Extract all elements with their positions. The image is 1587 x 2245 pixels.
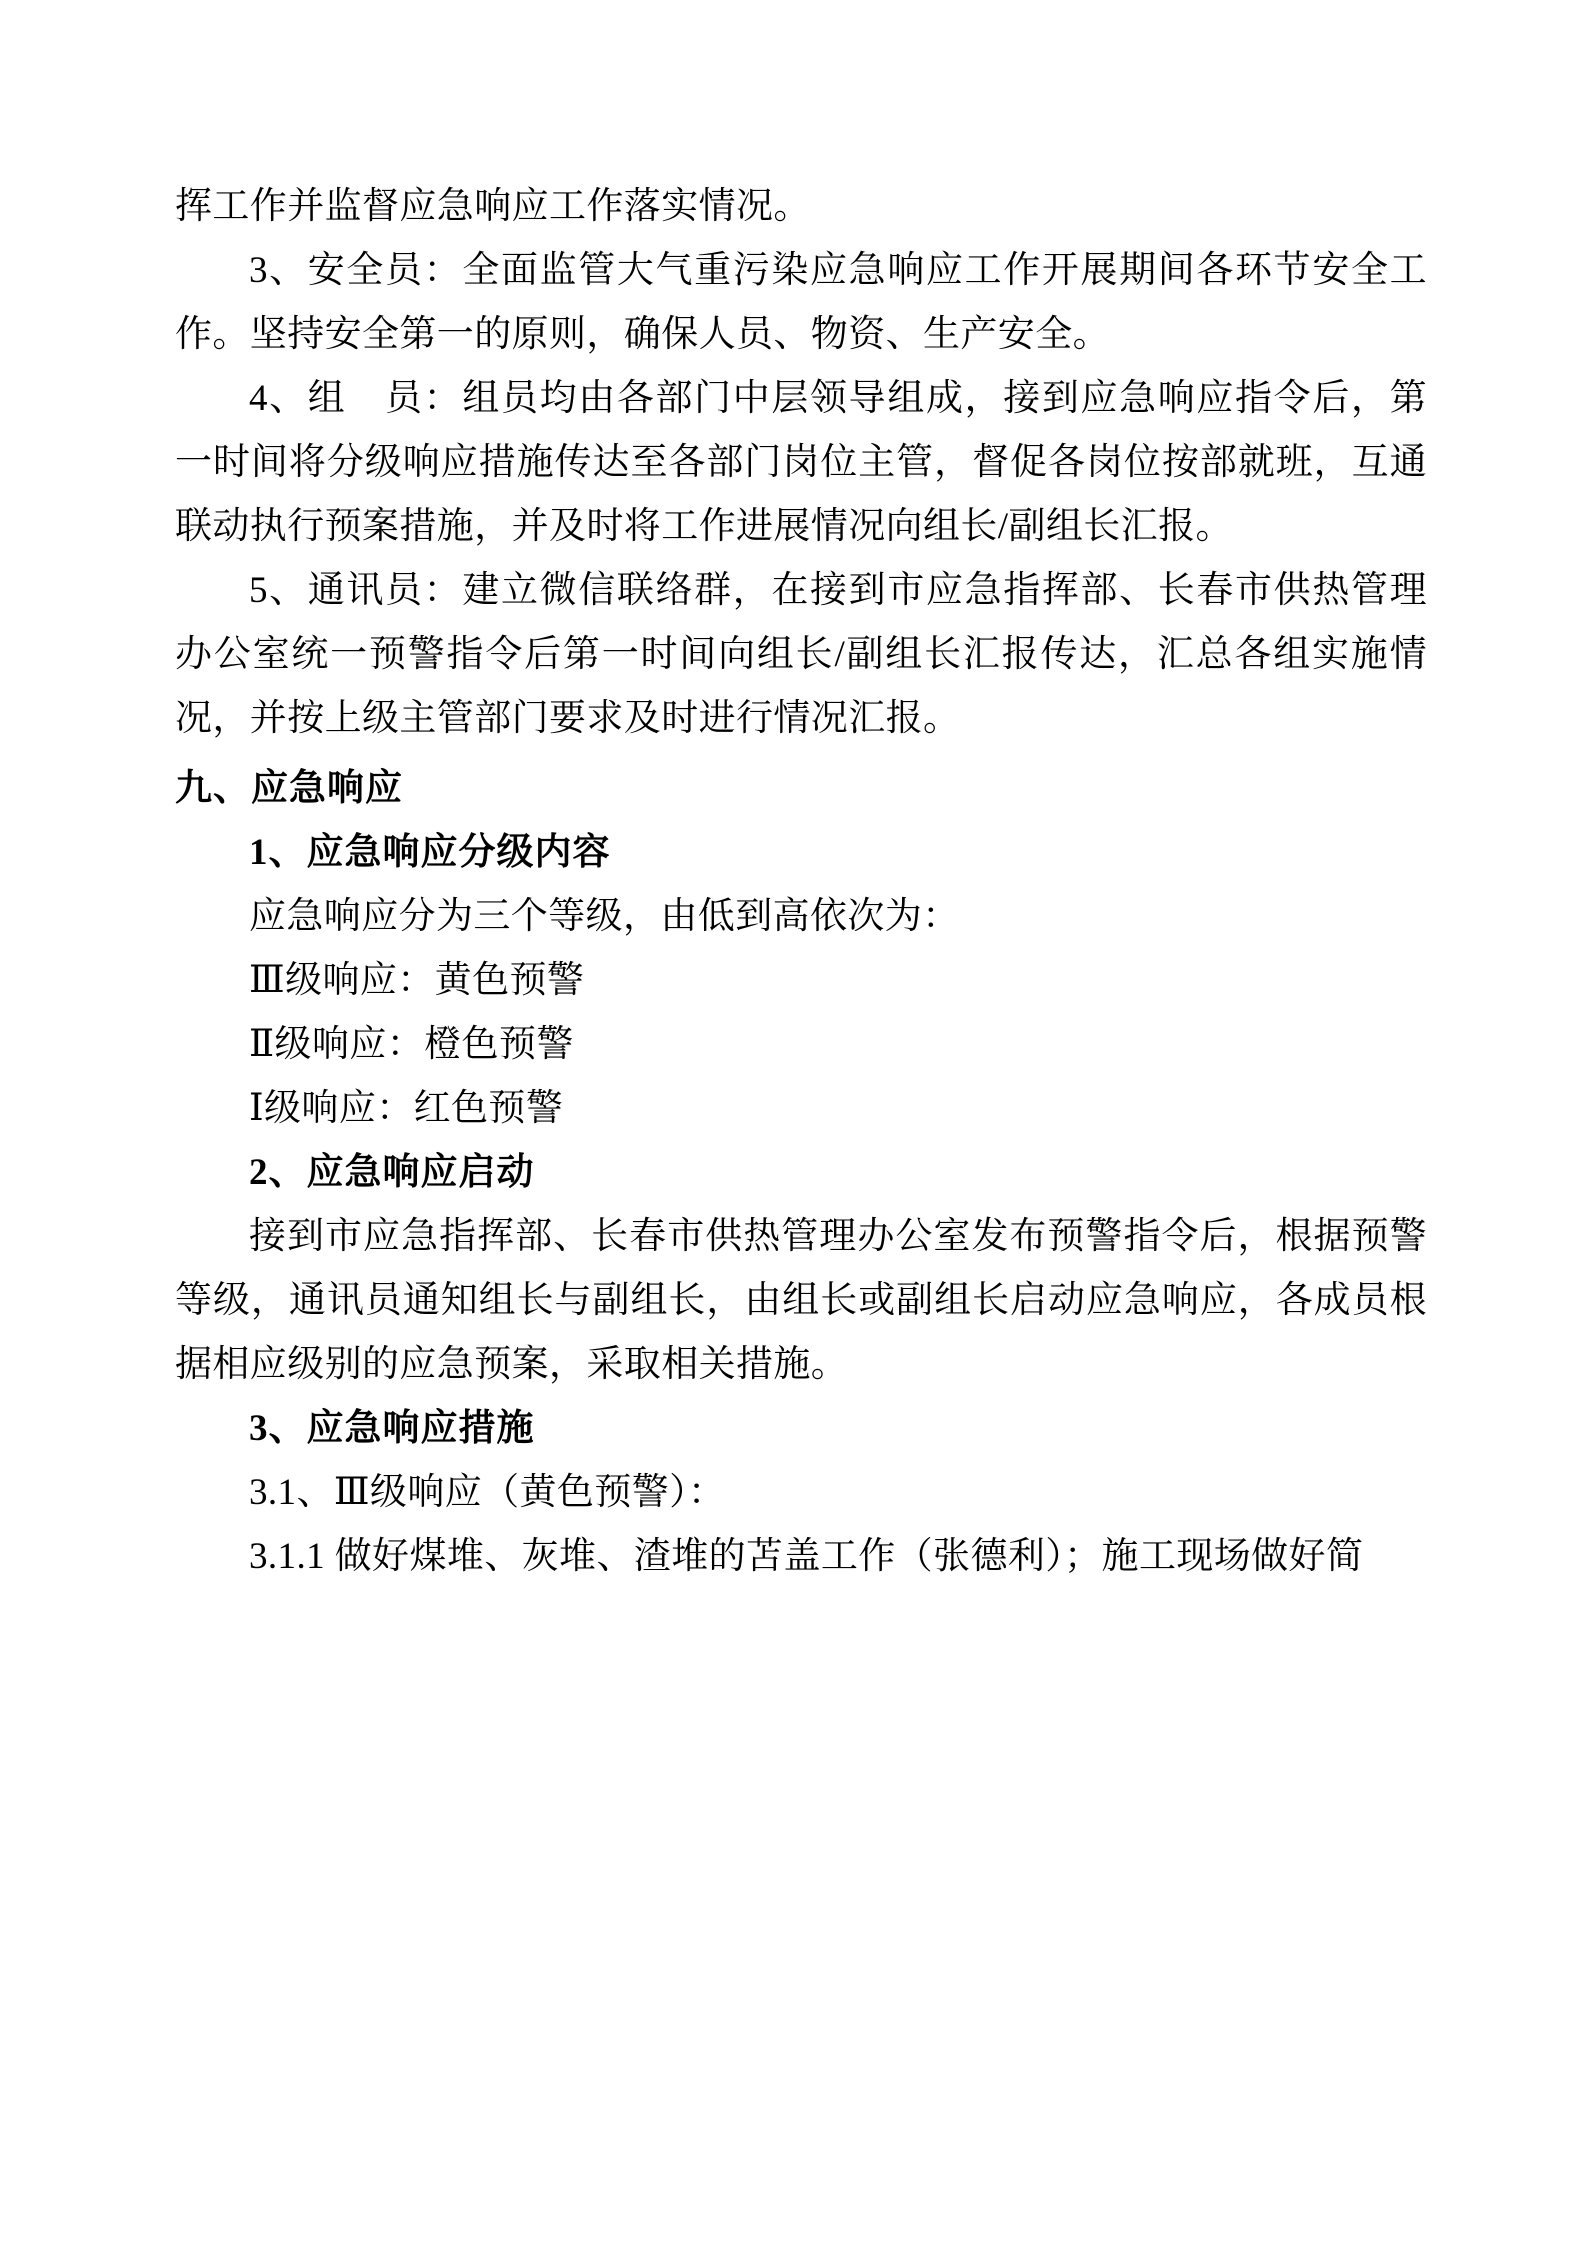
subsection-heading-response-activation: 2、应急响应启动 [249, 1152, 535, 1193]
paragraph-level-2-orange: Ⅱ级响应：橙色预警 [249, 1024, 574, 1065]
paragraph-group-members: 4、组 员：组员均由各部门中层领导组成，接到应急响应指令后，第一时间将分级响应措施传达至各部门岗位主管，督促各岗位按部就班，互通联动执行预案措施，并及时将工作进展情况向组长/副组长汇报。 [175, 378, 1427, 547]
subsection-heading-response-measures: 3、应急响应措施 [249, 1408, 535, 1449]
paragraph-measure-3-1-1: 3.1.1 做好煤堆、灰堆、渣堆的苫盖工作（张德利）；施工现场做好简 [249, 1536, 1364, 1577]
paragraph-activation-detail: 接到市应急指挥部、长春市供热管理办公室发布预警指令后，根据预警等级，通讯员通知组长与副组长，由组长或副组长启动应急响应，各成员根据相应级别的应急预案，采取相关措施。 [175, 1216, 1427, 1385]
paragraph-measure-3-1: 3.1、Ⅲ级响应（黄色预警）： [249, 1472, 726, 1513]
paragraph-level-3-yellow: Ⅲ级响应：黄色预警 [249, 960, 585, 1001]
paragraph-communicator: 5、通讯员：建立微信联络群，在接到市应急指挥部、长春市供热管理办公室统一预警指令后第一时间向组长/副组长汇报传达，汇总各组实施情况，并按上级主管部门要求及时进行情况汇报。 [175, 570, 1427, 739]
document-body [175, 175, 1427, 1589]
paragraph-level-1-red: Ⅰ级响应：红色预警 [249, 1088, 564, 1129]
paragraph-safety-officer: 3、安全员：全面监管大气重污染应急响应工作开展期间各环节安全工作。坚持安全第一的原则，确保人员、物资、生产安全。 [175, 250, 1427, 355]
section-heading-emergency-response: 九、应急响应 [175, 768, 403, 809]
paragraph-levels-intro: 应急响应分为三个等级，由低到高依次为： [249, 896, 960, 937]
subsection-heading-response-levels: 1、应急响应分级内容 [249, 832, 611, 873]
paragraph-continuation: 挥工作并监督应急响应工作落实情况。 [175, 186, 811, 227]
